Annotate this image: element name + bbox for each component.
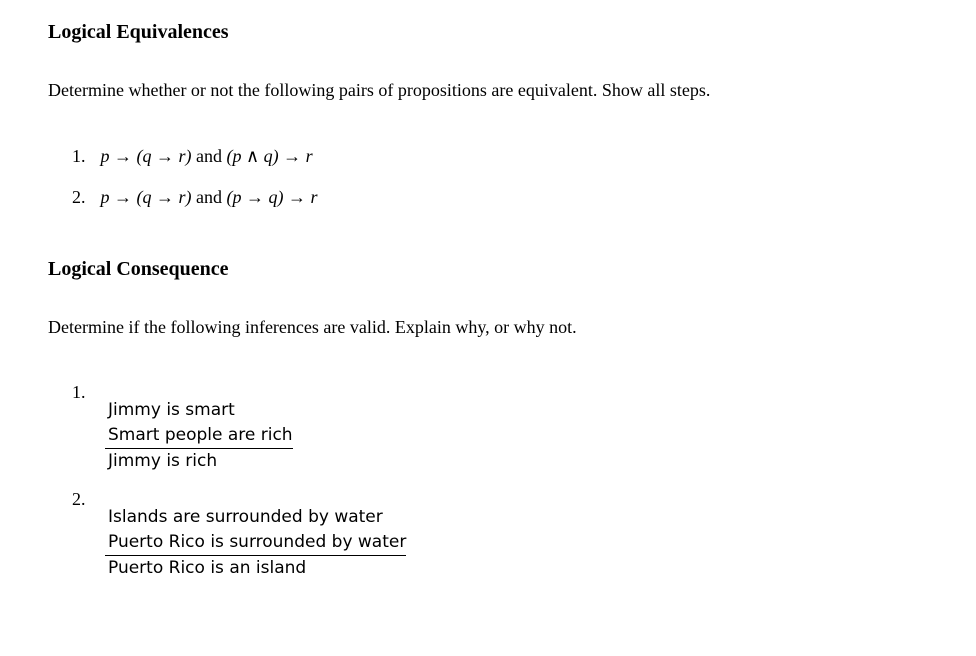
equivalences-instructions: Determine whether or not the following pairs of propositions are equivalent. Show all steps. — [48, 80, 711, 100]
consequence-instructions: Determine if the following inferences are valid. Explain why, or why not. — [48, 317, 577, 337]
conclusion: Puerto Rico is an island — [108, 558, 307, 578]
conclusion: Jimmy is rich — [108, 451, 218, 471]
equivalence-item-2 — [72, 186, 318, 208]
premise: Smart people are rich — [108, 425, 293, 445]
proposition-left: p → (q → r) — [100, 187, 192, 207]
connector-text: and — [196, 187, 222, 207]
equivalence-item-number: 2. — [72, 187, 86, 207]
connector-text: and — [196, 146, 222, 166]
proposition-right: (p ∧ q) → r — [226, 146, 313, 166]
equivalence-item-1 — [72, 145, 313, 167]
argument-2 — [108, 505, 406, 581]
section-title-logical-equivalences: Logical Equivalences — [48, 21, 229, 43]
premise: Jimmy is smart — [108, 400, 235, 420]
argument-number-2: 2. — [72, 489, 86, 509]
premise: Islands are surrounded by water — [108, 507, 383, 527]
section-title-logical-consequence: Logical Consequence — [48, 258, 229, 280]
argument-number-1: 1. — [72, 382, 86, 402]
equivalence-item-number: 1. — [72, 146, 86, 166]
proposition-left: p → (q → r) — [100, 146, 192, 166]
premise: Puerto Rico is surrounded by water — [108, 532, 407, 552]
argument-1 — [108, 398, 293, 474]
proposition-right: (p → q) → r — [226, 187, 318, 207]
